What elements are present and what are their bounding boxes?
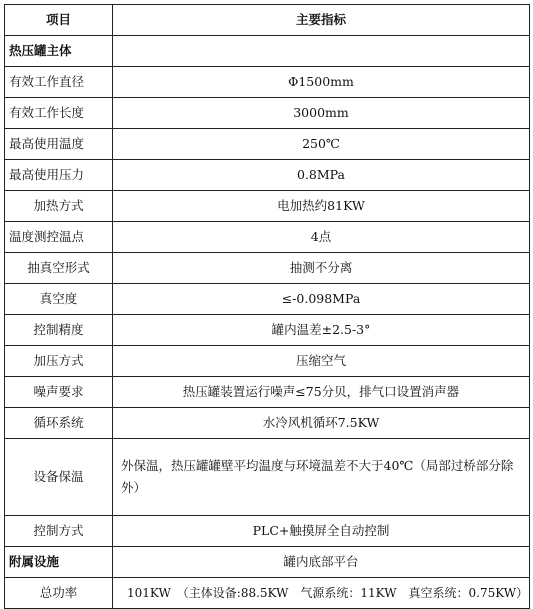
table-row [5, 516, 530, 547]
table-row [5, 578, 530, 609]
row-label: 加压方式 [5, 346, 113, 377]
row-label: 抽真空形式 [5, 253, 113, 284]
row-value: 外保温，热压罐罐壁平均温度与环境温差不大于40℃（局部过桥部分除外） [113, 439, 530, 516]
row-value: PLC+触摸屏全自动控制 [113, 516, 530, 547]
spec-table [4, 4, 530, 609]
row-label: 噪声要求 [5, 377, 113, 408]
row-value: ≤-0.098MPa [113, 284, 530, 315]
table-row [5, 315, 530, 346]
row-label: 设备保温 [5, 439, 113, 516]
row-label: 附属设施 [5, 547, 113, 578]
row-label: 最高使用温度 [5, 129, 113, 160]
row-label: 热压罐主体 [5, 36, 113, 67]
row-label: 真空度 [5, 284, 113, 315]
row-label: 循环系统 [5, 408, 113, 439]
table-row [5, 129, 530, 160]
table-row [5, 160, 530, 191]
row-label: 温度测控温点 [5, 222, 113, 253]
row-value: 101KW （主体设备:88.5KW 气源系统：11KW 真空系统：0.75KW） [113, 578, 530, 609]
row-value: 电加热约81KW [113, 191, 530, 222]
table-row [5, 67, 530, 98]
row-value [113, 36, 530, 67]
row-value: 水冷风机循环7.5KW [113, 408, 530, 439]
row-label: 有效工作长度 [5, 98, 113, 129]
table-row [5, 222, 530, 253]
row-value: 罐内底部平台 [113, 547, 530, 578]
row-value: 0.8MPa [113, 160, 530, 191]
table-row [5, 439, 530, 516]
table-row [5, 253, 530, 284]
row-value: 3000mm [113, 98, 530, 129]
table-row [5, 377, 530, 408]
row-value: 250℃ [113, 129, 530, 160]
row-value: 热压罐装置运行噪声≤75分贝，排气口设置消声器 [113, 377, 530, 408]
row-label: 有效工作直径 [5, 67, 113, 98]
table-row [5, 284, 530, 315]
table-row [5, 191, 530, 222]
row-value: 压缩空气 [113, 346, 530, 377]
header-spec: 主要指标 [113, 5, 530, 36]
table-row [5, 98, 530, 129]
row-label: 加热方式 [5, 191, 113, 222]
header-item: 项目 [5, 5, 113, 36]
row-value: 罐内温差±2.5-3° [113, 315, 530, 346]
header-row [5, 5, 530, 36]
row-label: 控制方式 [5, 516, 113, 547]
table-row [5, 408, 530, 439]
row-value: 4点 [113, 222, 530, 253]
table-row [5, 547, 530, 578]
row-value: 抽测不分离 [113, 253, 530, 284]
table-row [5, 36, 530, 67]
row-label: 总功率 [5, 578, 113, 609]
table-row [5, 346, 530, 377]
row-label: 最高使用压力 [5, 160, 113, 191]
row-label: 控制精度 [5, 315, 113, 346]
row-value: Φ1500mm [113, 67, 530, 98]
